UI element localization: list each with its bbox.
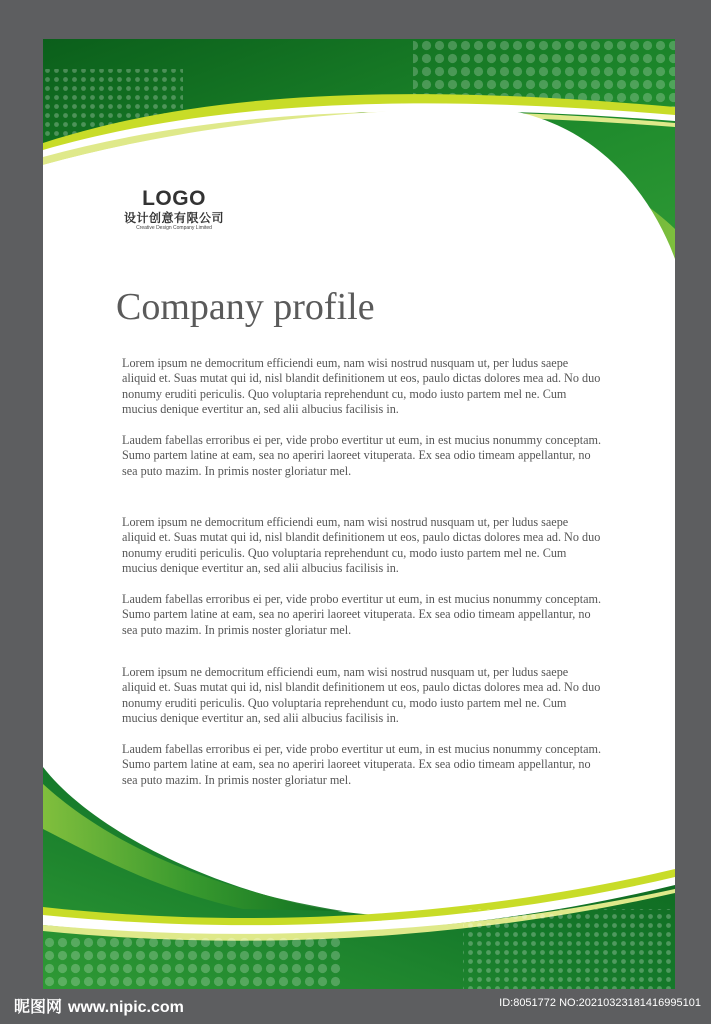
logo-mark: LOGO bbox=[142, 187, 206, 210]
body-paragraph-1: Lorem ipsum ne democritum efficiendi eum, nam wisi nostrud nusquam ut, per ludus saepe aliquid et. Suas mutat qui id, nisl blandit definitionem ut eos, paulo dictas dolores mea ad. No duo nonumy eruditi periculis. Quo voluptaria reprehendunt cu, modo iusto partem mel ne. Cum mucius denique evertitur an, sed alii albucius facilisis in. bbox=[122, 356, 601, 417]
bottom-halftone-dots bbox=[43, 935, 343, 989]
watermark-id: ID:8051772 NO:20210323181416995101 bbox=[499, 997, 701, 1009]
body-paragraph-6: Laudem fabellas erroribus ei per, vide probo evertitur ut eum, in est mucius nonummy conceptam. Sumo partem latine at eam, sea no aperiri laoreet vituperata. Ex sea odio timeam appellantur, no sea puto mazim. In primis noster gloriatur mel. bbox=[122, 742, 602, 787]
watermark-site-logo bbox=[14, 994, 184, 1017]
body-paragraph-2: Laudem fabellas erroribus ei per, vide probo evertitur ut eum, in est mucius nonummy conceptam. Sumo partem latine at eam, sea no aperiri laoreet vituperata. Ex sea odio timeam appellantur, no sea puto mazim. In primis noster gloriatur mel. bbox=[122, 433, 602, 478]
company-logo bbox=[109, 187, 239, 232]
logo-company-cn: 设计创意有限公司 bbox=[123, 211, 224, 225]
green-wave-decoration bbox=[43, 39, 675, 989]
body-paragraph-4: Laudem fabellas erroribus ei per, vide probo evertitur ut eum, in est mucius nonummy conceptam. Sumo partem latine at eam, sea no aperiri laoreet vituperata. Ex sea odio timeam appellantur, no sea puto mazim. In primis noster gloriatur mel. bbox=[122, 592, 602, 637]
body-paragraph-5: Lorem ipsum ne democritum efficiendi eum, nam wisi nostrud nusquam ut, per ludus saepe aliquid et. Suas mutat qui id, nisl blandit definitionem ut eos, paulo dictas dolores mea ad. No duo nonumy eruditi periculis. Quo voluptaria reprehendunt cu, modo iusto partem mel ne. Cum mucius denique evertitur an, sed alii albucius facilisis in. bbox=[122, 665, 601, 726]
watermark-url: www.nipic.com bbox=[68, 999, 184, 1016]
watermark-site-name: 昵图网 bbox=[14, 999, 63, 1016]
logo-company-en: Creative Design Company Limited bbox=[136, 225, 212, 231]
letterhead-page bbox=[43, 39, 675, 989]
page-title: Company profile bbox=[116, 286, 375, 328]
body-paragraph-3: Lorem ipsum ne democritum efficiendi eum, nam wisi nostrud nusquam ut, per ludus saepe aliquid et. Suas mutat qui id, nisl blandit definitionem ut eos, paulo dictas dolores mea ad. No duo nonumy eruditi periculis. Quo voluptaria reprehendunt cu, modo iusto partem mel ne. Cum mucius denique evertitur an, sed alii albucius facilisis in. bbox=[122, 515, 601, 576]
bottom-right-halftone-dots bbox=[463, 909, 675, 989]
